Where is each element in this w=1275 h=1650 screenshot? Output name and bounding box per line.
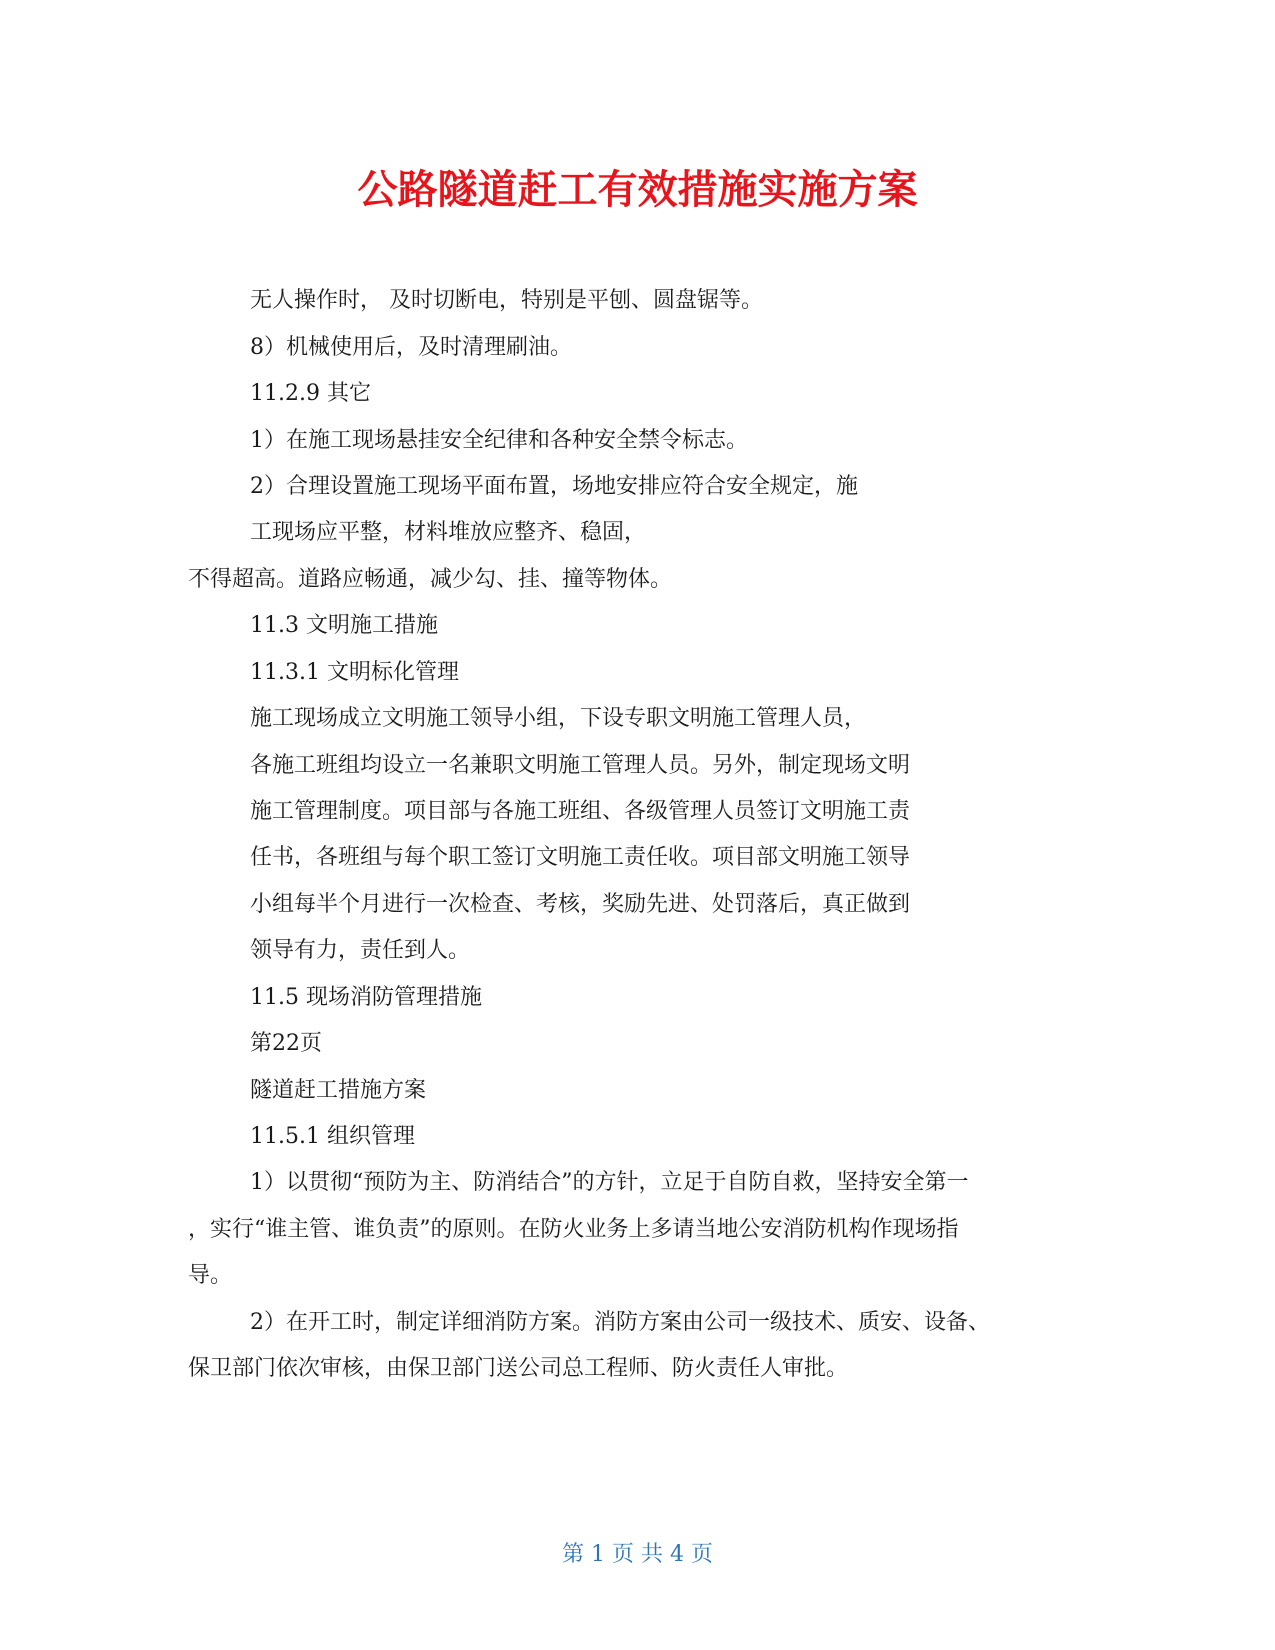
body-line: 保卫部门依次审核，由保卫部门送公司总工程师、防火责任人审批。 [188, 1356, 849, 1381]
page-footer: 第 1 页 共 4 页 [562, 1542, 713, 1567]
page-marker: 第22页 [250, 1031, 322, 1056]
running-header: 隧道赶工措施方案 [250, 1078, 427, 1103]
body-line: ，实行“谁主管、谁负责”的原则。在防火业务上多请当地公安消防机构作现场指 [188, 1217, 959, 1242]
body-line: 施工管理制度。项目部与各施工班组、各级管理人员签订文明施工责 [250, 799, 911, 824]
document-title: 公路隧道赶工有效措施实施方案 [357, 167, 918, 213]
body-line: 2）在开工时，制定详细消防方案。消防方案由公司一级技术、质安、设备、 [250, 1310, 990, 1335]
section-heading: 11.3.1 文明标化管理 [250, 660, 459, 685]
body-line: 小组每半个月进行一次检查、考核，奖励先进、处罚落后，真正做到 [250, 892, 911, 917]
section-heading: 11.3 文明施工措施 [250, 613, 438, 638]
body-line: 各施工班组均设立一名兼职文明施工管理人员。另外，制定现场文明 [250, 753, 911, 778]
body-line: 1）以贯彻“预防为主、防消结合”的方针，立足于自防自救，坚持安全第一 [250, 1170, 969, 1195]
body-line: 工现场应平整，材料堆放应整齐、稳固， [250, 520, 647, 545]
section-heading: 11.5.1 组织管理 [250, 1124, 415, 1149]
body-line: 8）机械使用后，及时清理刷油。 [250, 335, 572, 360]
section-heading: 11.5 现场消防管理措施 [250, 985, 482, 1010]
body-line: 任书，各班组与每个职工签订文明施工责任收。项目部文明施工领导 [250, 845, 911, 870]
body-line: 2）合理设置施工现场平面布置，场地安排应符合安全规定，施 [250, 474, 858, 499]
body-line: 1）在施工现场悬挂安全纪律和各种安全禁令标志。 [250, 428, 748, 453]
body-line: 导。 [188, 1263, 233, 1288]
body-line: 不得超高。道路应畅通，减少勾、挂、撞等物体。 [188, 567, 673, 592]
body-line: 领导有力，责任到人。 [250, 938, 471, 963]
section-heading: 11.2.9 其它 [250, 381, 371, 406]
body-line: 施工现场成立文明施工领导小组，下设专职文明施工管理人员， [250, 706, 867, 731]
body-line: 无人操作时， 及时切断电，特别是平刨、圆盘锯等。 [250, 288, 763, 313]
